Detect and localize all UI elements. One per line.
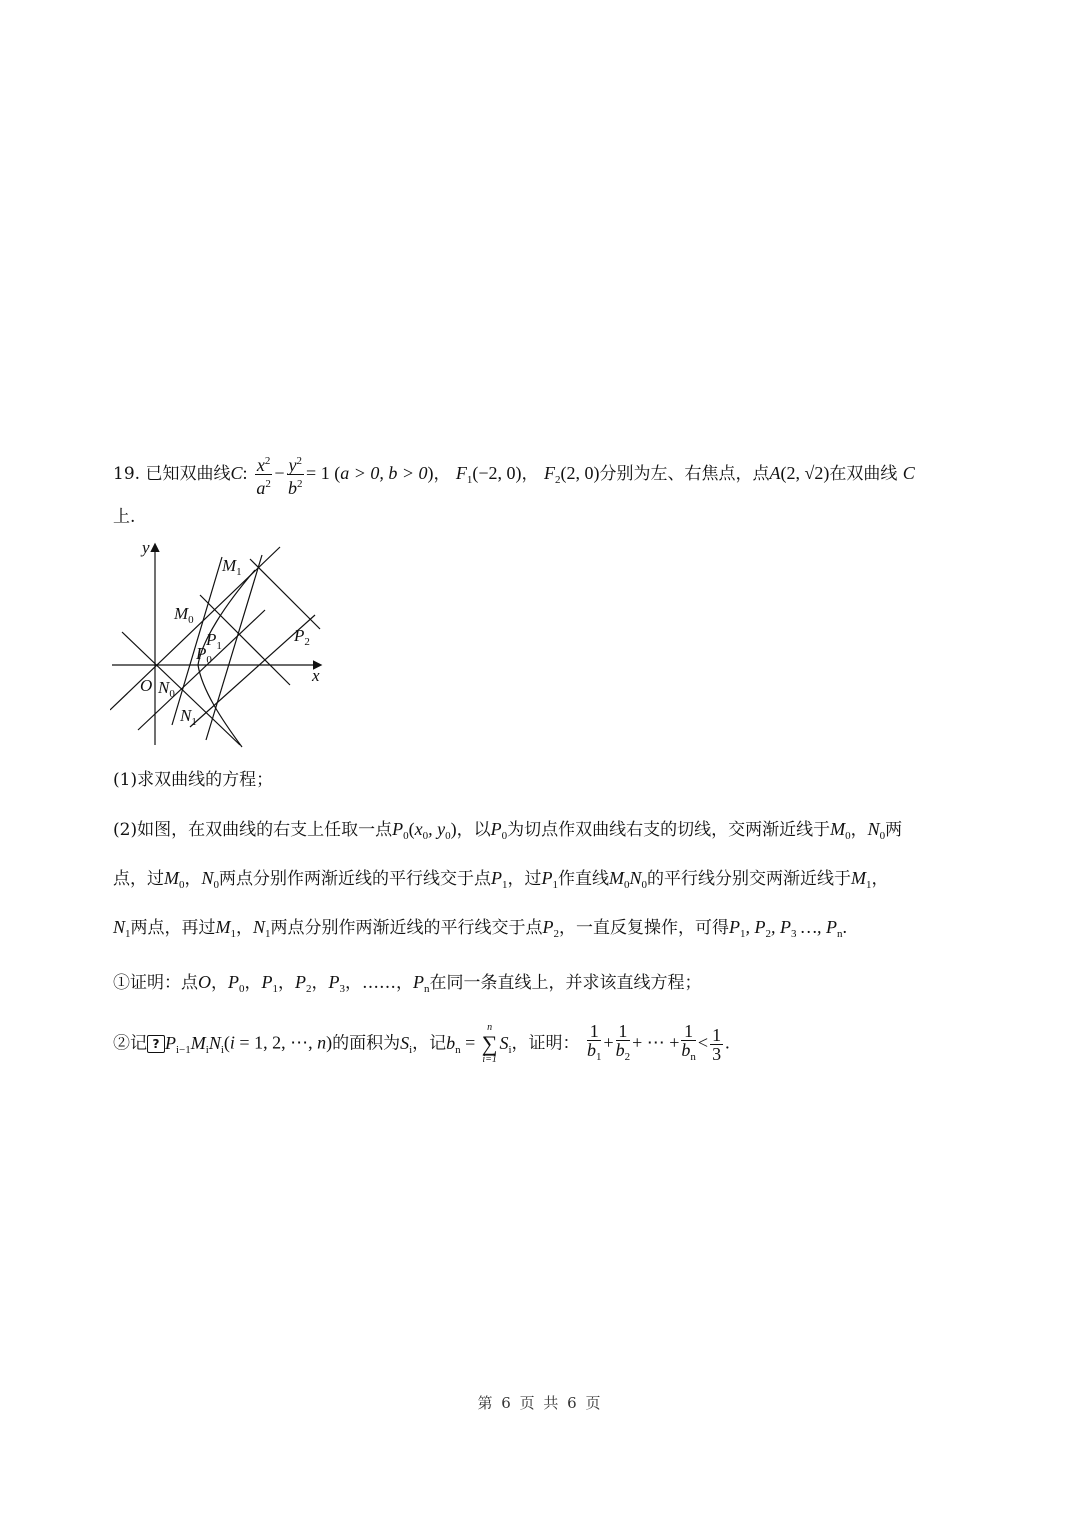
part2-text-a: (2)如图，在双曲线的右支上任取一点	[113, 820, 393, 840]
label-m1: $M_1$	[222, 556, 242, 578]
part2-text-h: 作直线	[558, 869, 610, 889]
label-p2: $P_2$	[294, 626, 310, 648]
fraction-1-bn: $\frac{1}{b_n}$	[681, 1021, 696, 1063]
part2-text-k: 两点分别作两渐近线的平行线交于点	[270, 918, 543, 938]
sub1-suffix: 在同一条直线上，并求该直线方程；	[429, 973, 702, 993]
label-n1: $N_1$	[180, 706, 197, 728]
fraction-1-3: $\frac{1}{3}$	[712, 1024, 722, 1064]
label-n0: $N_0$	[158, 678, 175, 700]
missing-glyph-icon: ?	[147, 1035, 165, 1053]
sub1-line: ①证明：点O，$P_0$，$P_1$，$P_2$，$P_3$，……，$P_n$在同一条直线上，并求该直线方程；	[113, 972, 702, 995]
focus1-coords: (−2, 0)	[472, 463, 522, 483]
part2-text-l: ，一直反复操作，可得	[559, 918, 730, 938]
part2-line-2: 点，过$M_0$，$N_0$两点分别作两渐近线的平行线交于点$P_1$，过$P_1$作直线$M_0N_0$的平行线分别交两渐近线于$M_1$，	[113, 868, 889, 891]
sub2-line: ②记 ? $P_{i-1}M_iN_i(i = 1$, 2, ⋯, n)的面积为$S_i$，记$b_n$ = n ∑ i=1 $S_i$，证明： $\frac{1}{b_1}$ + $\frac{1}{b_2}$ + ⋯ + $\frac{1}{b_n}$ < $\frac{1}{3}$ .	[113, 1021, 730, 1065]
focus1-label: F	[455, 463, 467, 483]
label-y: y	[142, 538, 150, 557]
fraction-1-b1: $\frac{1}{b_1}$	[586, 1021, 602, 1063]
label-x: x	[312, 666, 320, 685]
line1-end: 上.	[113, 507, 136, 527]
intro-text: 已知双曲线	[145, 464, 231, 484]
part2-text-j: 两点，再过	[130, 918, 216, 938]
label-o: O	[140, 676, 153, 695]
problem-line-2	[113, 505, 135, 529]
focus2-coords: (2, 0)	[560, 463, 600, 483]
parallel-line-4	[250, 559, 320, 629]
focus2-label: F	[543, 463, 555, 483]
condition: a > 0, b > 0	[340, 463, 428, 483]
page-footer: 第 6 页 共 6 页	[477, 1394, 603, 1412]
part2-text-e: 点，过	[113, 869, 164, 889]
on-curve-text: 在双曲线	[829, 464, 898, 484]
point-a: A	[769, 463, 781, 483]
part2-text-d: 两	[885, 820, 903, 840]
problem-number: 19.	[113, 464, 141, 484]
foci-text: 分别为左、右焦点，点	[599, 464, 770, 484]
fraction-y2-b2: $\frac{y^2}{b^2}$	[287, 452, 305, 497]
fraction-1-b2: $\frac{1}{b_2}$	[615, 1021, 631, 1063]
label-p1: $P_1$	[206, 630, 222, 652]
sub2-prefix: ②记	[113, 1033, 147, 1054]
sub1-dots: ……，	[362, 973, 413, 993]
part1-line	[113, 768, 273, 792]
part2-text-f: 两点分别作两渐近线的平行线交于点	[219, 869, 492, 889]
part1-text: (1)求双曲线的方程；	[113, 770, 274, 790]
sub2-area-text: 的面积为	[332, 1033, 401, 1054]
sub2-prove-text: ，证明：	[511, 1033, 580, 1054]
part2-text-b: ，以	[456, 820, 491, 840]
focus2-sub: 2	[554, 474, 561, 486]
summation: n ∑ i=1	[481, 1022, 498, 1065]
label-m0: $M_0$	[174, 604, 194, 626]
part2-text-g: ，过	[507, 869, 542, 889]
point-a-coords: (2, √2)	[780, 463, 830, 483]
curve-name: C	[230, 463, 243, 483]
part2-line-1: (2)如图，在双曲线的右支上任取一点$P_0(x_0$, $y_0$)，以$P_0$为切点作双曲线右支的切线，交两渐近线于$M_0$，$N_0$两	[113, 819, 903, 842]
part2-text-i: 的平行线分别交两渐近线于	[647, 869, 852, 889]
curve-name-2: C	[902, 463, 915, 483]
sub1-prefix: ①证明：点	[113, 973, 198, 993]
focus1-sub: 1	[466, 474, 473, 486]
sub2-note-text: ，记	[412, 1033, 447, 1054]
hyperbola-figure	[110, 535, 330, 755]
problem-line-1: 19. 已知双曲线C: $\frac{x^2}{a^2}$ − $\frac{y^2}{b^2}$ = 1 (a > 0, b > 0)， $F_1(-2$, 0)， $F_2(2$, 0)分别为左、右焦点，点A(2, √2)在双曲线 C	[113, 452, 915, 497]
part2-line-3: $N_1$两点，再过$M_1$，$N_1$两点分别作两渐近线的平行线交于点$P_2$，一直反复操作，可得$P_1$, $P_2$, $P_3$ …, $P_n$.	[113, 917, 848, 940]
label-p0: $P_0$	[196, 644, 212, 666]
part2-text-c: 为切点作双曲线右支的切线，交两渐近线于	[507, 820, 831, 840]
fraction-x2-a2: $\frac{x^2}{a^2}$	[255, 452, 273, 497]
parallel-line-1	[138, 610, 265, 730]
